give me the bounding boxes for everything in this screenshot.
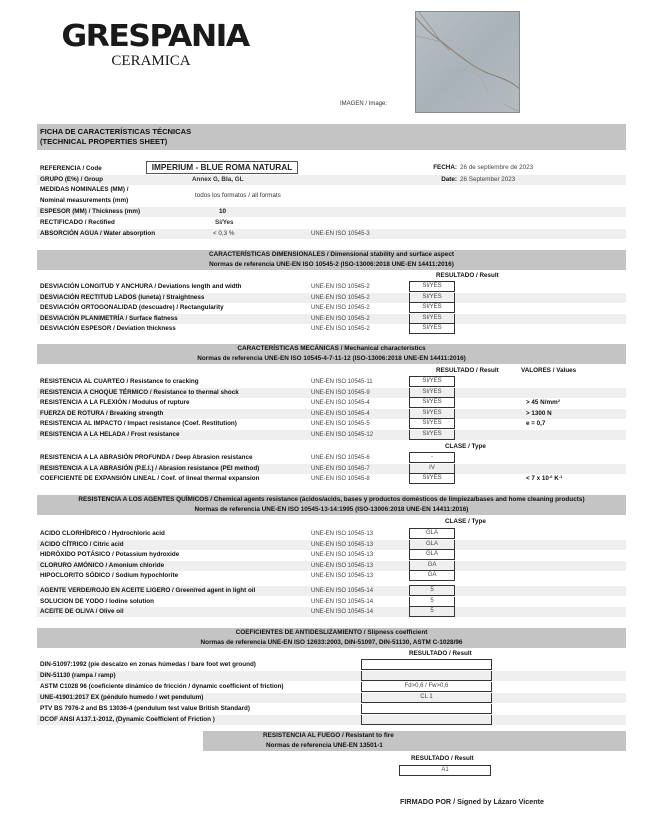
- result-box: GLA: [409, 528, 455, 539]
- group-row: [37, 175, 626, 185]
- thickness-value: 10: [219, 208, 227, 215]
- mechanical-row: [37, 377, 626, 387]
- result-box: SI/YES: [409, 314, 455, 324]
- value-text: e = 0,7: [526, 420, 546, 427]
- fire-result: A1: [399, 765, 491, 776]
- signature: FIRMADO POR / Signed by Lázaro Vicente: [400, 797, 545, 806]
- row-standard: UNE-EN ISO 10545-5: [311, 421, 370, 427]
- logo-subtitle: CERAMICA: [111, 53, 191, 69]
- mechanical-row: [37, 430, 626, 440]
- result-box: [361, 659, 492, 670]
- dimensional-result-header: RESULTADO / Result: [436, 272, 499, 279]
- row-label: UNE-41901:2017 EX (péndulo humedo / wet pendulum): [40, 694, 204, 701]
- result-box: SI/YES: [409, 474, 455, 484]
- result-box: SI/YES: [409, 281, 455, 292]
- result-box: GA: [409, 571, 455, 581]
- absorption-row: [37, 229, 626, 239]
- row-label: ASTM C1028 96 (coeficiente dinámico de fricción / dynamic coefficient of friction): [40, 683, 284, 690]
- fire-title: RESISTENCIA AL FUEGO / Resistant to fire: [263, 732, 394, 739]
- rectified-row: [37, 218, 626, 228]
- result-box: SI/YES: [409, 388, 455, 398]
- dimensional-row: [37, 303, 626, 313]
- row-label: FUERZA DE ROTURA / Breaking strength: [40, 409, 164, 417]
- mechanical-result-header: RESULTADO / Result: [436, 367, 499, 374]
- result-box: [361, 704, 492, 714]
- row-label: DESVIACIÓN LONGITUD Y ANCHURA / Deviations length and width: [40, 283, 242, 290]
- rectified-label: RECTIFICADO / Rectified: [40, 219, 115, 226]
- sheet-title-en: (TECHNICAL PROPERTIES SHEET): [40, 137, 168, 146]
- mechanical-section-header: [37, 344, 626, 364]
- date-en-label: Date:: [441, 176, 457, 183]
- row-standard: UNE-EN ISO 10545-2: [311, 284, 370, 290]
- slip-row: [37, 682, 626, 692]
- row-label: DESVIACIÓN PLANIMETRÍA / Surface flatness: [40, 314, 178, 322]
- row-standard: UNE-EN ISO 10545-12: [311, 431, 374, 438]
- result-box: SI/YES: [409, 303, 455, 313]
- dimensional-norms: Normas de referencia UNE-EN ISO 10545-2 (ISO-13006:2018 UNE-EN 14411:2016): [209, 261, 454, 268]
- dimensional-title: CARACTERÍSTICAS DIMENSIONALES / Dimensional stability and surface aspect: [208, 251, 455, 258]
- fire-norms: Normas de referencia UNE-EN 13501-1: [266, 742, 383, 749]
- dimensional-row: [37, 324, 626, 334]
- row-label: ACIDO CÍTRICO / Citric acid: [40, 540, 124, 548]
- chemical-row: [37, 550, 626, 560]
- row-standard: UNE-EN ISO 10545-13: [311, 573, 374, 579]
- row-standard: UNE-EN ISO 10545-13: [311, 541, 374, 548]
- dimensional-section-header: [37, 250, 626, 270]
- row-standard: UNE-EN ISO 10545-2: [311, 315, 370, 322]
- group-label: GRUPO (E%) / Group: [40, 176, 103, 183]
- result-box: SI/YES: [409, 398, 455, 408]
- date-en-value: 26 September 2023: [460, 176, 516, 183]
- row-standard: UNE-EN ISO 10545-13: [311, 562, 374, 569]
- chemical-class-header: CLASE / Type: [445, 518, 486, 525]
- reference-label: REFERENCIA / Code: [40, 165, 102, 172]
- value-exponent: -6: [548, 474, 553, 479]
- value-unit-exponent: -1: [558, 474, 563, 479]
- value-text: > 1300 N: [526, 409, 552, 417]
- fire-section-header: [203, 731, 626, 751]
- result-box: SI/YES: [409, 430, 455, 440]
- row-value: [526, 474, 562, 484]
- slip-row: [37, 715, 626, 725]
- group-value: Annex G, BIa, GL: [192, 176, 244, 183]
- row-label: DCOF ANSI A137.1-2012, (Dynamic Coefficient of Friction ): [40, 716, 215, 723]
- row-value: [526, 398, 560, 408]
- slip-row: [37, 671, 626, 681]
- mechanical-norms: Normas de referencia UNE-EN ISO 10545-4-7-11-12 (ISO-13006:2018 UNE-EN 14411:2016): [197, 355, 466, 362]
- row-label: SOLUCION DE YODO / Iodine solution: [40, 597, 154, 605]
- chemical-norms: Normas de referencia UNE-EN ISO 10545-13-14:1995 (ISO-13006:2018 UNE-EN 14411:2016): [194, 506, 469, 513]
- slip-norms: Normas de referencia UNE-EN ISO 12633:2003, DIN-51097, DIN-51130, ASTM C-1028/96: [200, 639, 463, 646]
- row-standard: UNE-EN ISO 10545-2: [311, 305, 370, 311]
- absorption-standard: UNE-EN ISO 10545-3: [311, 231, 370, 237]
- row-label: CLORURO AMÓNICO / Amonium chloride: [40, 561, 165, 569]
- row-label: RESISTENCIA A LA ABRASIÓN PROFUNDA / Deep Abrasion resistance: [40, 454, 253, 461]
- result-box: 5: [409, 585, 455, 596]
- grespania-logo: [55, 19, 255, 70]
- value-text: < 7 x 10: [526, 475, 549, 482]
- row-standard: UNE-EN ISO 10545-9: [311, 389, 370, 396]
- row-standard: UNE-EN ISO 10545-14: [311, 598, 374, 605]
- value-unit: K: [552, 475, 559, 482]
- product-image: [415, 11, 520, 113]
- mechanical-row: [37, 409, 626, 419]
- row-standard: UNE-EN ISO 10545-4: [311, 410, 370, 417]
- stain-row: [37, 597, 626, 607]
- mechanical-row: [37, 388, 626, 398]
- result-box: GLA: [409, 550, 455, 560]
- result-box: 5: [409, 597, 455, 607]
- result-box: Fd>0,6 / Fw>0,6: [361, 682, 492, 692]
- result-box: 5: [409, 607, 455, 617]
- mechanical-class-row: [37, 453, 626, 463]
- chemical-row: [37, 571, 626, 581]
- row-label: RESISTENCIA A LA ABRASIÓN (P.E.I.) / Abrasion resistance (PEI method): [40, 464, 260, 472]
- slip-row: [37, 704, 626, 714]
- row-label: HIDRÓXIDO POTÁSICO / Potassium hydroxide: [40, 551, 180, 558]
- row-standard: UNE-EN ISO 10545-7: [311, 465, 370, 472]
- row-standard: UNE-EN ISO 10545-14: [311, 588, 374, 594]
- reference-value: IMPERIUM - BLUE ROMA NATURAL: [146, 161, 298, 174]
- slip-result-header: RESULTADO / Result: [409, 650, 472, 657]
- result-box: SI/YES: [409, 409, 455, 419]
- marble-tile-image: [416, 12, 520, 113]
- mechanical-values-header: VALORES / Values: [521, 367, 577, 374]
- result-box: [361, 715, 492, 725]
- chemical-row: [37, 540, 626, 550]
- mechanical-class-row: [37, 474, 626, 484]
- dimensional-row: [37, 282, 626, 292]
- row-label: HIPOCLORITO SÓDICO / Sodium hypochlorite: [40, 572, 179, 579]
- mechanical-class-row: [37, 464, 626, 474]
- measures-label-1: MEDIDAS NOMINALES (MM) /: [40, 186, 129, 193]
- rectified-value: Sí/Yes: [215, 219, 234, 226]
- stain-row: [37, 607, 626, 617]
- row-label: COEFICIENTE DE EXPANSIÓN LINEAL / Coef. of lineal thermal expansion: [40, 475, 260, 482]
- row-standard: UNE-EN ISO 10545-13: [311, 552, 374, 558]
- row-label: AGENTE VERDE/ROJO EN ACEITE LIGERO / Green/red agent in light oil: [40, 587, 256, 594]
- slip-row: [37, 693, 626, 703]
- absorption-label: ABSORCIÓN AGUA / Water absorption: [40, 230, 156, 237]
- slip-section-header: [37, 628, 626, 648]
- row-label: ACEITE DE OLIVA / Olive oil: [40, 608, 124, 615]
- thickness-label: ESPESOR (MM) / Thickness (mm): [40, 208, 141, 215]
- thickness-row: [37, 207, 626, 217]
- row-standard: UNE-EN ISO 10545-14: [311, 609, 374, 615]
- row-label: ACIDO CLORHÍDRICO / Hydrochloric acid: [40, 530, 165, 537]
- mechanical-class-header: CLASE / Type: [445, 443, 486, 450]
- absorption-value: < 0,3 %: [213, 230, 235, 237]
- sheet-title-header: [37, 124, 626, 150]
- result-box: SI/YES: [409, 324, 455, 334]
- row-standard: UNE-EN ISO 10545-8: [311, 476, 370, 482]
- sheet-title-es: FICHA DE CARACTERÍSTICAS TÉCNICAS: [40, 127, 192, 136]
- result-box: SI/YES: [409, 376, 455, 387]
- row-standard: UNE-EN ISO 10545-4: [311, 400, 370, 406]
- result-box: -: [409, 452, 455, 463]
- measures-label-2: Nominal measurements (mm): [40, 197, 129, 204]
- fire-result-header: RESULTADO / Result: [411, 755, 474, 762]
- date-es-label: FECHA:: [433, 164, 457, 171]
- result-box: [361, 671, 492, 681]
- reference-row: [37, 163, 626, 173]
- slip-row: [37, 660, 626, 670]
- result-box: CL 1: [361, 693, 492, 703]
- slip-title: COEFICIENTES DE ANTIDESLIZAMIENTO / Slipness coefficient: [235, 629, 428, 636]
- image-label: IMAGEN / Image:: [340, 101, 388, 107]
- row-label: RESISTENCIA AL CUARTEO / Resistance to cracking: [40, 378, 199, 385]
- result-box: IV: [409, 464, 455, 474]
- row-label: RESISTENCIA AL IMPACTO / Impact resistance (Coef. Restitution): [40, 420, 237, 427]
- row-standard: UNE-EN ISO 10545-2: [311, 326, 370, 332]
- measures-row: [37, 185, 626, 207]
- result-box: GA: [409, 561, 455, 571]
- stain-row: [37, 586, 626, 596]
- measures-value: todos los formatos / all formats: [195, 192, 281, 199]
- row-standard: UNE-EN ISO 10545-13: [311, 531, 374, 537]
- row-label: RESISTENCIA A LA HELADA / Frost resistance: [40, 430, 180, 438]
- mechanical-title: CARACTERÍSTICAS MECÁNICAS / Mechanical characteristics: [237, 345, 426, 352]
- result-box: SI/YES: [409, 419, 455, 429]
- chemical-section-header: [37, 495, 626, 515]
- logo-brand: GRESPANIA: [61, 19, 249, 54]
- mechanical-row: [37, 419, 626, 429]
- chemical-title: RESISTENCIA A LOS AGENTES QUÍMICOS / Chemical agents resistance (ácidos/acids, bases y productos domésticos de limpieza/bases and home cleaning products): [78, 496, 585, 503]
- row-standard: UNE-EN ISO 10545-6: [311, 455, 370, 461]
- chemical-row: [37, 561, 626, 571]
- row-label: DESVIACIÓN RECTITUD LADOS (luneta) / Straightness: [40, 293, 205, 301]
- date-es-value: 26 de septiembre de 2023: [460, 164, 534, 171]
- value-superscript: 2: [557, 398, 560, 403]
- result-box: SI/YES: [409, 293, 455, 303]
- row-standard: UNE-EN ISO 10545-11: [311, 379, 373, 385]
- row-label: PTV BS 7976-2 and BS 13036-4 (pendulum test value British Standard): [40, 705, 250, 712]
- row-value: [526, 419, 545, 429]
- dimensional-row: [37, 293, 626, 303]
- value-text: > 45 N/mm: [526, 399, 558, 406]
- row-standard: UNE-EN ISO 10545-2: [311, 294, 370, 301]
- mechanical-row: [37, 398, 626, 408]
- row-label: DESVIACIÓN ESPESOR / Deviation thickness: [40, 325, 176, 332]
- chemical-row: [37, 529, 626, 539]
- dimensional-row: [37, 314, 626, 324]
- row-label: RESISTENCIA A CHOQUE TÉRMICO / Resistance to thermal shock: [40, 388, 239, 396]
- result-box: GLA: [409, 540, 455, 550]
- row-label: DIN-51097:1992 (pie descalzo en zonas húmedas / bare foot wet ground): [40, 661, 256, 668]
- row-label: DESVIACIÓN ORTOGONALIDAD (descuadre) / Rectangularity: [40, 304, 224, 311]
- row-label: DIN-51130 (rampa / ramp): [40, 672, 116, 679]
- row-label: RESISTENCIA A LA FLEXIÓN / Modulus of rupture: [40, 399, 190, 406]
- row-value: [526, 409, 552, 419]
